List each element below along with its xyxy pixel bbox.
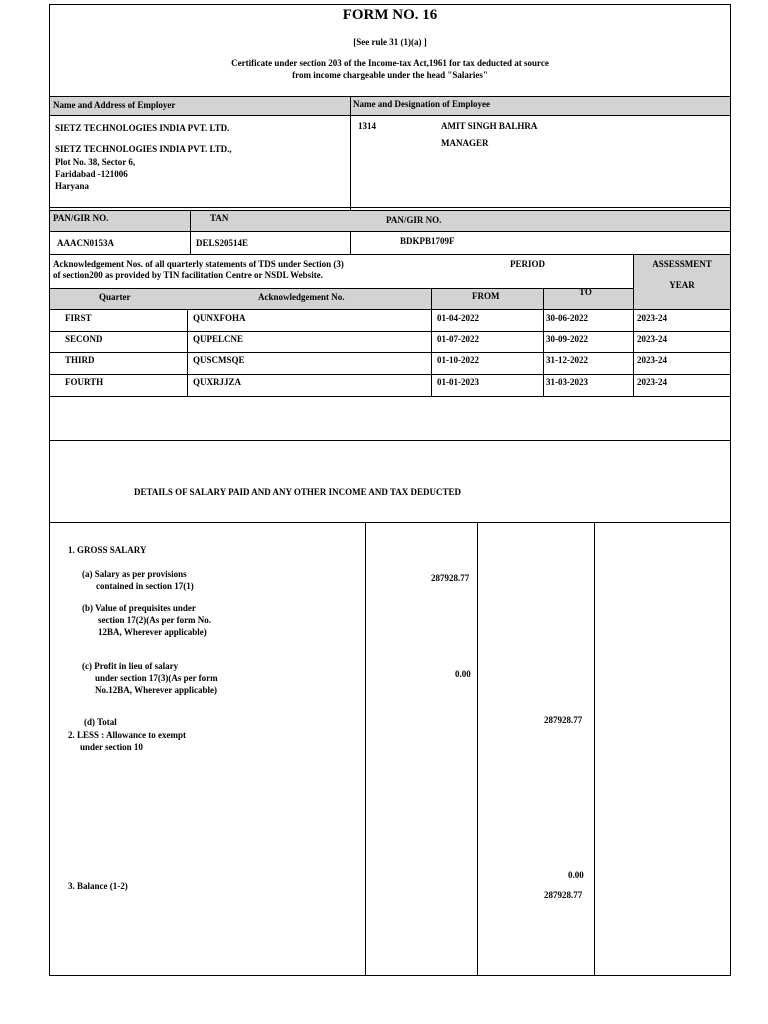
divider — [190, 210, 191, 254]
employer-heading: Name and Address of Employer — [53, 100, 176, 110]
ack-row-quarter: SECOND — [65, 334, 103, 344]
col-quarter: Quarter — [99, 292, 131, 302]
item-c-line-2: under section 17(3)(As per form — [95, 673, 218, 683]
balance-value: 287928.77 — [544, 890, 583, 900]
divider — [477, 522, 478, 975]
divider — [49, 309, 731, 310]
ack-row-to: 30-09-2022 — [546, 334, 588, 344]
ack-row-ay: 2023-24 — [637, 377, 667, 387]
divider — [49, 374, 731, 375]
period-heading: PERIOD — [510, 259, 546, 269]
ack-row-from: 01-07-2022 — [437, 334, 479, 344]
less-line-2: under section 10 — [80, 742, 143, 752]
divider — [49, 440, 731, 441]
divider — [49, 210, 731, 211]
ack-row-quarter: FOURTH — [65, 377, 104, 387]
less-value: 0.00 — [568, 870, 584, 880]
rule-reference: [See rule 31 (1)(a) ] — [353, 37, 427, 47]
divider — [543, 288, 544, 396]
item-a-line-1: (a) Salary as per provisions — [82, 569, 187, 579]
col-from: FROM — [472, 291, 500, 301]
ack-row-quarter: FIRST — [65, 313, 92, 323]
divider — [594, 522, 595, 975]
item-c-line-1: (c) Profit in lieu of salary — [82, 661, 179, 671]
frame-bottom-border — [49, 975, 731, 976]
ack-row-from: 01-04-2022 — [437, 313, 479, 323]
ack-row-number: QUPELCNE — [193, 334, 244, 344]
divider — [49, 396, 731, 397]
balance-label: 3. Balance (1-2) — [68, 881, 128, 891]
divider — [49, 288, 634, 289]
divider — [49, 231, 731, 232]
frame-right-border — [730, 4, 731, 976]
ack-row-from: 01-10-2022 — [437, 355, 479, 365]
ack-heading-line-1: Acknowledgement Nos. of all quarterly statements of TDS under Section (3) — [53, 259, 344, 269]
item-a-line-2: contained in section 17(1) — [96, 581, 194, 591]
certificate-line-1: Certificate under section 203 of the Income-tax Act,1961 for tax deducted at source — [231, 58, 549, 68]
ack-row-ay: 2023-24 — [637, 334, 667, 344]
employer-address-line-1: SIETZ TECHNOLOGIES INDIA PVT. LTD., — [55, 144, 232, 154]
divider — [49, 115, 731, 116]
item-b-line-2: section 17(2)(As per form No. — [98, 615, 212, 625]
employer-pan-label: PAN/GIR NO. — [53, 213, 109, 223]
ack-row-ay: 2023-24 — [637, 355, 667, 365]
year-heading: YEAR — [669, 280, 695, 290]
ack-row-number: QUSCMSQE — [193, 355, 245, 365]
employer-address-line-3: Faridabad -121006 — [55, 169, 128, 179]
employee-name: AMIT SINGH BALHRA — [441, 121, 538, 131]
employer-name: SIETZ TECHNOLOGIES INDIA PVT. LTD. — [55, 123, 230, 133]
employee-heading: Name and Designation of Employee — [353, 99, 490, 109]
ack-row-ay: 2023-24 — [637, 313, 667, 323]
item-c-line-3: No.12BA, Wherever applicable) — [95, 685, 217, 695]
tan-label: TAN — [210, 213, 229, 223]
employee-code: 1314 — [358, 121, 376, 131]
item-d-value: 287928.77 — [544, 715, 583, 725]
employer-address-line-4: Haryana — [55, 181, 90, 191]
employee-pan-value: BDKPB1709F — [400, 236, 455, 246]
form-title: FORM NO. 16 — [342, 7, 438, 23]
divider — [49, 522, 731, 523]
employer-address-line-2: Plot No. 38, Sector 6, — [55, 157, 136, 167]
divider — [365, 522, 366, 975]
divider — [49, 331, 731, 332]
divider — [431, 288, 432, 396]
divider — [49, 96, 731, 97]
col-to: TO — [579, 287, 592, 297]
divider — [49, 207, 731, 208]
employee-designation: MANAGER — [441, 138, 489, 148]
col-ack-no: Acknowledgement No. — [258, 292, 345, 302]
item-d-label: (d) Total — [84, 717, 117, 727]
ack-row-number: QUXRJJZA — [193, 377, 242, 387]
item-a-value: 287928.77 — [431, 573, 470, 583]
item-b-line-3: 12BA, Wherever applicable) — [98, 627, 207, 637]
gross-salary-label: 1. GROSS SALARY — [68, 545, 147, 555]
item-b-line-1: (b) Value of prequisites under — [82, 603, 196, 613]
divider — [49, 352, 731, 353]
ack-row-number: QUNXFOHA — [193, 313, 246, 323]
assessment-heading: ASSESSMENT — [652, 259, 712, 269]
divider — [633, 254, 634, 396]
frame-left-border — [49, 4, 50, 976]
ack-row-from: 01-01-2023 — [437, 377, 479, 387]
ack-row-to: 31-03-2023 — [546, 377, 588, 387]
ack-row-to: 31-12-2022 — [546, 355, 588, 365]
tan-value: DELS20514E — [196, 238, 249, 248]
employer-pan-value: AAACN0153A — [57, 238, 114, 248]
item-c-value: 0.00 — [455, 669, 471, 679]
details-heading: DETAILS OF SALARY PAID AND ANY OTHER INCOME AND TAX DEDUCTED — [134, 487, 462, 497]
certificate-line-2: from income chargeable under the head "Salaries" — [292, 70, 488, 80]
less-line-1: 2. LESS : Allowance to exempt — [68, 730, 186, 740]
ack-heading-line-2: of section200 as provided by TIN facilitation Centre or NSDL Website. — [53, 270, 323, 280]
divider — [49, 254, 731, 255]
ack-row-quarter: THIRD — [65, 355, 95, 365]
ack-row-to: 30-06-2022 — [546, 313, 588, 323]
divider — [187, 309, 188, 396]
employee-pan-label: PAN/GIR NO. — [386, 215, 442, 225]
frame-top-border — [49, 4, 731, 5]
